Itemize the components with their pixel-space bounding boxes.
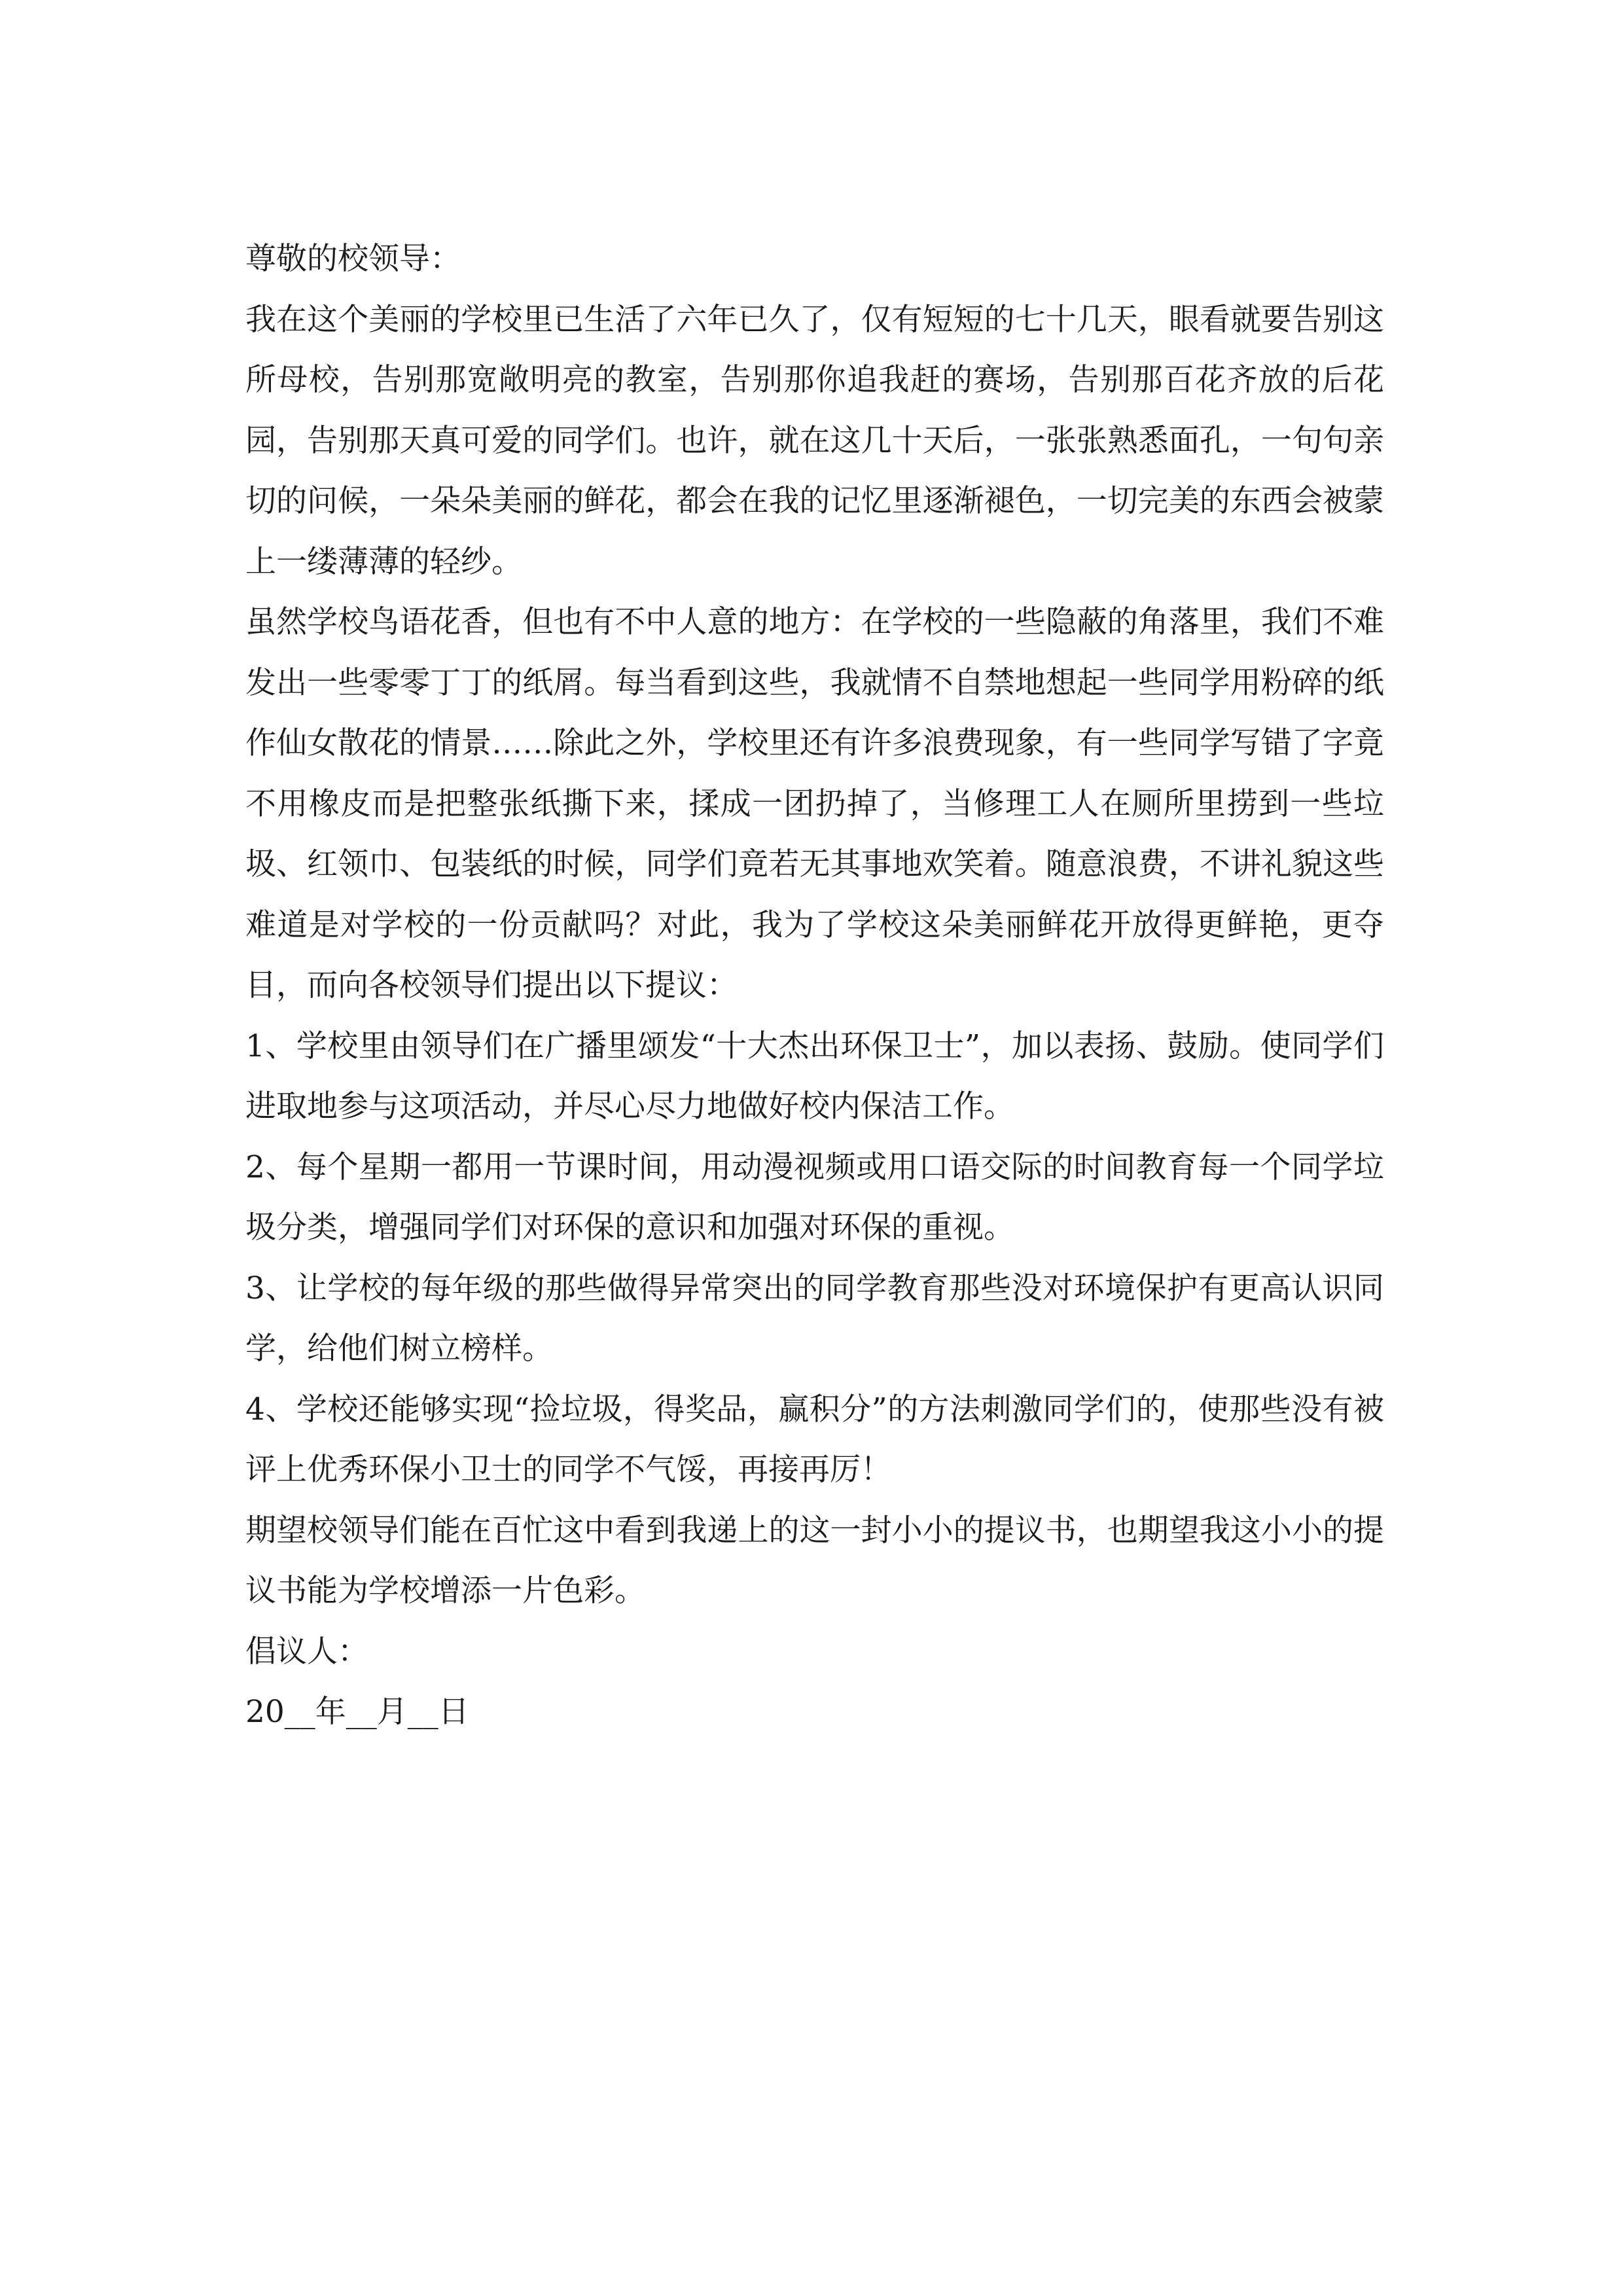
date-line: 20__年__月__日 — [245, 1694, 469, 1730]
salutation: 尊敬的校领导： — [245, 241, 461, 277]
paragraph-problems: 虽然学校鸟语花香，但也有不中人意的地方：在学校的一些隐蔽的角落里，我们不难发出一些零零丁丁的纸屑。每当看到这些，我就情不自禁地想起一些同学用粉碎的纸作仙女散花的情景……除此之外，学校里还有许多浪费现象，有一些同学写错了字竟不用橡皮而是把整张纸撕下来，揉成一团扔掉了，当修理工人在厕所里捞到一些垃圾、红领巾、包装纸的时候，同学们竟若无其事地欢笑着。随意浪费，不讲礼貌这些难道是对学校的一份贡献吗？对此，我为了学校这朵美丽鲜花开放得更鲜艳，更夺目，而向各校领导们提出以下提议： — [245, 604, 1384, 1003]
signature-label: 倡议人： — [245, 1633, 368, 1670]
paragraph-intro: 我在这个美丽的学校里已生活了六年已久了，仅有短短的七十几天，眼看就要告别这所母校，告别那宽敞明亮的教室，告别那你追我赶的赛场，告别那百花齐放的后花园，告别那天真可爱的同学们。也许，就在这几十天后，一张张熟悉面孔，一句句亲切的问候，一朵朵美丽的鲜花，都会在我的记忆里逐渐褪色，一切完美的东西会被蒙上一缕薄薄的轻纱。 — [245, 301, 1384, 580]
proposal-item-4: 4、学校还能够实现“捡垃圾，得奖品，赢积分”的方法刺激同学们的，使那些没有被评上优秀环保小卫士的同学不气馁，再接再厉！ — [245, 1391, 1384, 1488]
proposal-item-2: 2、每个星期一都用一节课时间，用动漫视频或用口语交际的时间教育每一个同学垃圾分类，增强同学们对环保的意识和加强对环保的重视。 — [245, 1149, 1384, 1246]
proposal-item-1: 1、学校里由领导们在广播里颂发“十大杰出环保卫士”，加以表扬、鼓励。使同学们进取地参与这项活动，并尽心尽力地做好校内保洁工作。 — [245, 1028, 1384, 1124]
letter-body — [245, 229, 1384, 1743]
proposal-item-3: 3、让学校的每年级的那些做得异常突出的同学教育那些没对环境保护有更高认识同学，给他们树立榜样。 — [245, 1270, 1384, 1367]
paragraph-closing: 期望校领导们能在百忙这中看到我递上的这一封小小的提议书，也期望我这小小的提议书能为学校增添一片色彩。 — [245, 1512, 1384, 1609]
